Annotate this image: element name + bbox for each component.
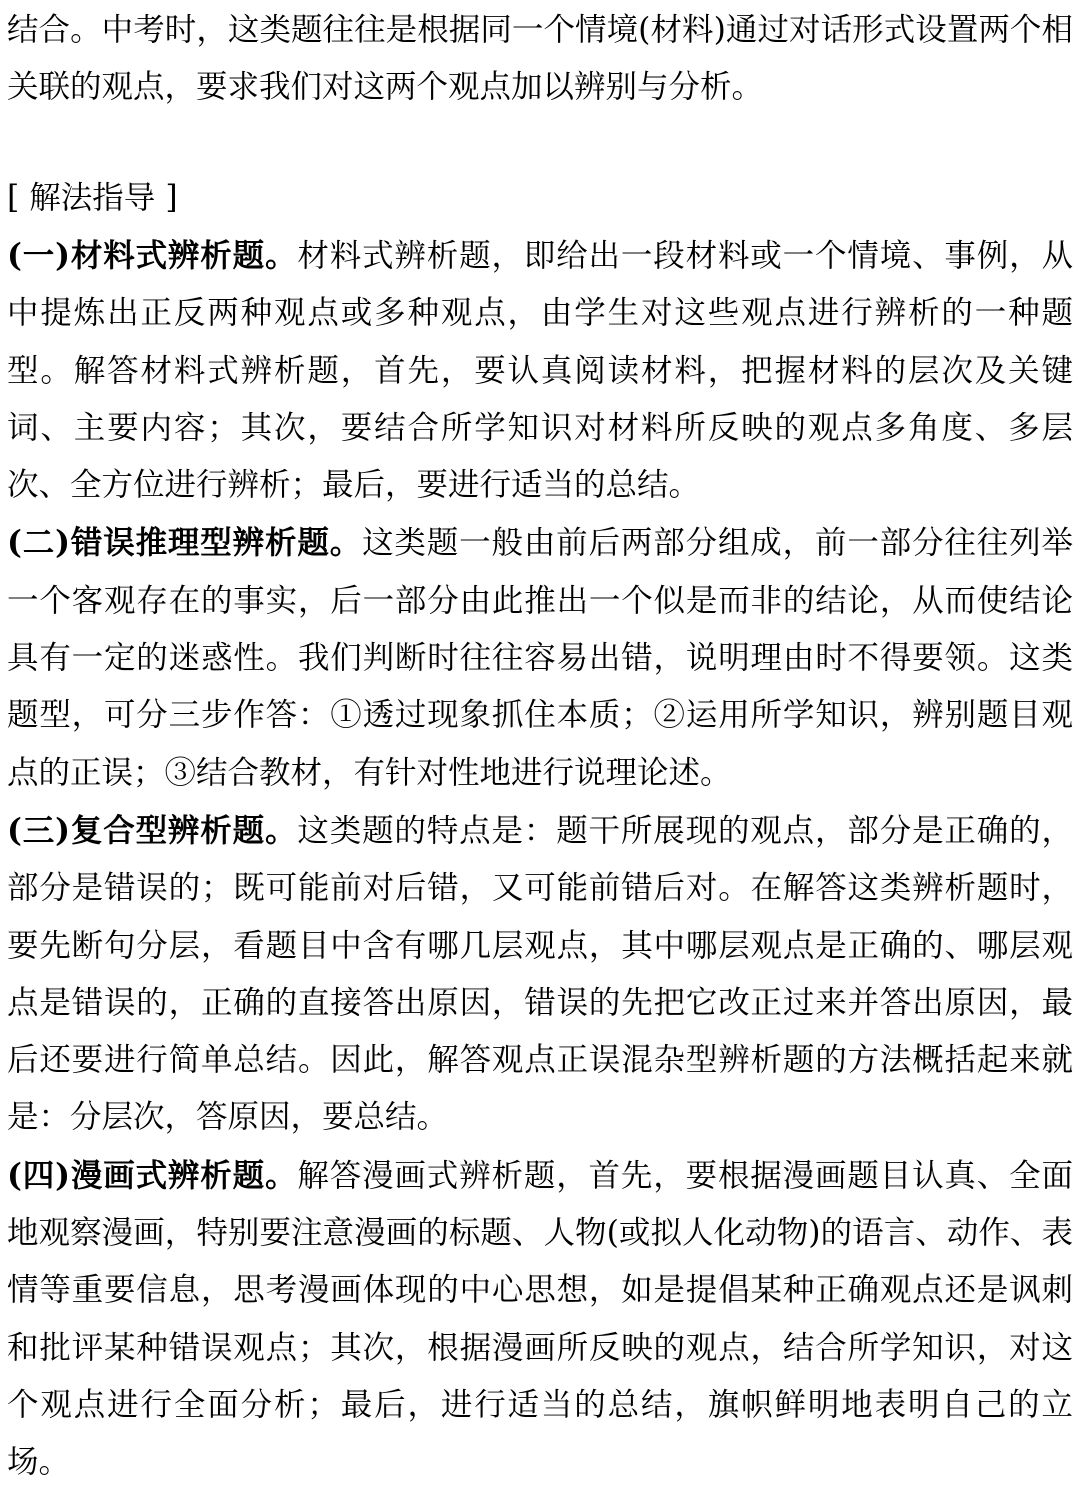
section-text: 这类题一般由前后两部分组成，前一部分往往列举一个客观存在的事实，后一部分由此推出一个似是而非的结论，从而使结论具有一定的迷惑性。我们判断时往往容易出错，说明理由时不得要领。这类题型，可分三步作答：①透过现象抓住本质；②运用所学知识，辨别题目观点的正误；③结合教材，有针对性地进行说理论述。 (7, 525, 1073, 791)
section-label: (三)复合型辨析题。 (7, 811, 298, 849)
section-text: 材料式辨析题，即给出一段材料或一个情境、事例，从中提炼出正反两种观点或多种观点，由学生对这些观点进行辨析的一种题型。解答材料式辨析题，首先，要认真阅读材料，把握材料的层次及关键词、主要内容；其次，要结合所学知识对材料所反映的观点多角度、多层次、全方位进行辨析；最后，要进行适当的总结。 (7, 238, 1073, 504)
section-heading: [ 解法指导 ] (7, 180, 178, 216)
section-label: (一)材料式辨析题。 (7, 237, 298, 274)
intro-paragraph: 结合。中考时，这类题往往是根据同一个情境(材料)通过对话形式设置两个相关联的观点，要求我们对这两个观点加以辨别与分析。 (7, 12, 1073, 105)
section-compound (7, 802, 1073, 1147)
section-label: (四)漫画式辨析题。 (7, 1156, 298, 1194)
section-false-reasoning (7, 514, 1073, 801)
section-text: 解答漫画式辨析题，首先，要根据漫画题目认真、全面地观察漫画，特别要注意漫画的标题、人物(或拟人化动物)的语言、动作、表情等重要信息，思考漫画体现的中心思想，如是提倡某种正确观点还是讽刺和批评某种错误观点；其次，根据漫画所反映的观点，结合所学知识，对这个观点进行全面分析；最后，进行适当的总结，旗帜鲜明地表明自己的立场。 (7, 1157, 1073, 1481)
section-text: 这类题的特点是：题干所展现的观点，部分是正确的，部分是错误的；既可能前对后错，又可能前错后对。在解答这类辨析题时，要先断句分层，看题目中含有哪几层观点，其中哪层观点是正确的、哪层观点是错误的，正确的直接答出原因，错误的先把它改正过来并答出原因，最后还要进行简单总结。因此，解答观点正误混杂型辨析题的方法概括起来就是：分层次，答原因，要总结。 (7, 812, 1073, 1136)
document-page (7, 2, 1073, 1492)
section-cartoon (7, 1147, 1073, 1492)
section-label: (二)错误推理型辨析题。 (7, 524, 363, 562)
section-material-analysis (7, 227, 1073, 514)
